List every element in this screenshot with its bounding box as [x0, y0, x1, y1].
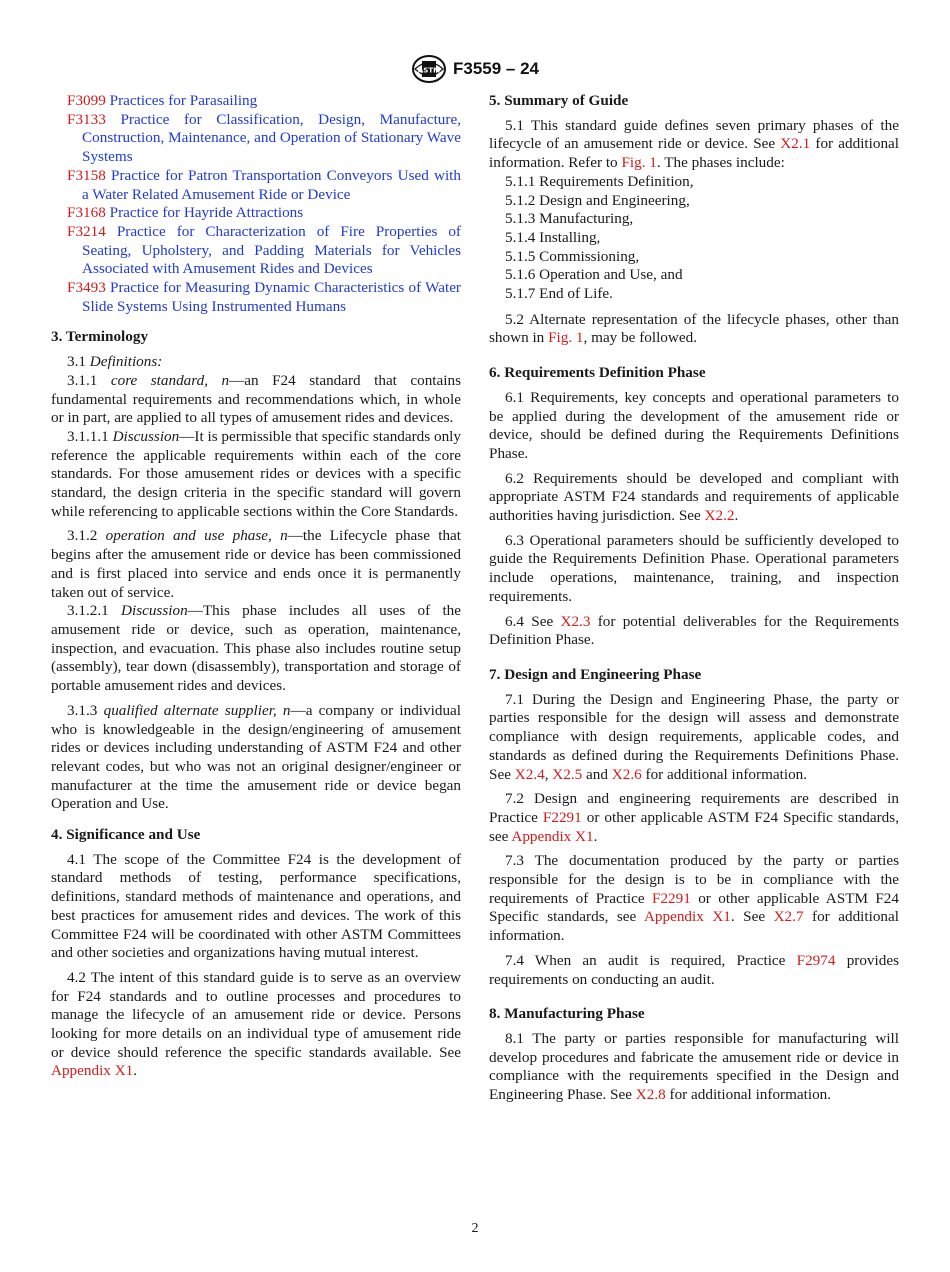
page-header: [0, 53, 950, 85]
paragraph-3-1-2-1: 3.1.2.1 Discussion—This phase includes all uses of the amusement ride or device, such as operation, maintenance, inspection, and evacuation. This phase also includes routine setup (assembly), tear down (disassembly), transportation and storage of portable amusement rides and devices.: [51, 602, 461, 695]
paragraph-6-3: 6.3 Operational parameters should be sufficiently developed to guide the Requirements Definition Phase. Operational parameters include operations, maintenance, training, and inspection requirements.: [489, 531, 899, 605]
paragraph-3-1-3: 3.1.3 qualified alternate supplier, n—a company or individual who is knowledgeable in the design/engineering of amusement rides or devices including understanding of ASTM F24 and other relevant codes, but who was not an original designer/engineer or manufacturer at the time the amusement ride or device began Operation and Use.: [51, 701, 461, 813]
paragraph-7-1: 7.1 During the Design and Engineering Phase, the party or parties responsible for the design will assess and demonstrate compliance with design requirements, applicable codes, and standards as defined during the Requirements Definitions Phase. See X2.4, X2.5 and X2.6 for additional information.: [489, 690, 899, 783]
paragraph-3-1-1: 3.1.1 core standard, n—an F24 standard that contains fundamental requirements and recommendations which, in whole or in part, are applied to all types of amusement rides and devices.: [51, 371, 461, 427]
paragraph-6-1: 6.1 Requirements, key concepts and operational parameters to be applied during the development of the amusement ride or device, should be defined during the Requirements Definitions Phase.: [489, 388, 899, 462]
phase-item: 5.1.3 Manufacturing,: [505, 210, 634, 228]
phase-item: 5.1.7 End of Life.: [505, 285, 613, 303]
phase-item: 5.1.5 Commissioning,: [505, 247, 640, 265]
cross-ref-link[interactable]: X2.6: [611, 765, 642, 783]
section-heading: 7. Design and Engineering Phase: [489, 665, 702, 683]
appendix-link[interactable]: Appendix X1: [51, 1062, 134, 1080]
figure-link[interactable]: Fig. 1: [621, 154, 657, 172]
reference-title[interactable]: Practice for Classification, Design, Manufacture, Construction, Maintenance, and Operation of Stationary Wave Systems: [82, 110, 461, 166]
reference-item: [51, 279, 461, 316]
figure-link[interactable]: Fig. 1: [548, 329, 584, 347]
paragraph-3-1: 3.1 Definitions:: [67, 353, 163, 371]
document-designation: F3559 – 24: [452, 59, 539, 78]
section-heading: 4. Significance and Use: [51, 826, 201, 844]
page-number: 2: [471, 1221, 479, 1236]
astm-logo-icon: [411, 54, 447, 84]
standard-link[interactable]: F2291: [542, 808, 582, 826]
cross-ref-link[interactable]: X2.2: [704, 507, 735, 525]
reference-item: [51, 167, 461, 204]
reference-code[interactable]: F3099: [67, 92, 106, 109]
reference-code[interactable]: F3168: [67, 204, 106, 222]
reference-title[interactable]: Practice for Measuring Dynamic Characteristics of Water Slide Systems Using Instrumented Humans: [82, 279, 461, 315]
reference-code[interactable]: F3133: [67, 110, 106, 128]
paragraph-4-1: 4.1 The scope of the Committee F24 is the development of standard methods of testing, performance specifications, definitions, standard methods of maintenance and operations, and best practices for amusement rides and devices. The work of this Committee F24 will be coordinated with other ASTM Committees and other societies and organizations having mutual interest.: [51, 850, 461, 962]
cross-ref-link[interactable]: X2.7: [773, 908, 804, 926]
paragraph-8-1: 8.1 The party or parties responsible for manufacturing will develop procedures and fabricate the amusement ride or device in compliance with the requirements specified in the Design and Engineering Phase. See X2.8 for additional information.: [489, 1029, 899, 1104]
paragraph-7-2: 7.2 Design and engineering requirements are described in Practice F2291 or other applicable ASTM F24 Specific standards, see Appendix X1.: [489, 790, 899, 845]
phase-item: 5.1.4 Installing,: [505, 228, 601, 246]
section-heading: 6. Requirements Definition Phase: [489, 364, 706, 382]
reference-code[interactable]: F3493: [67, 279, 106, 297]
reference-item: [51, 204, 461, 223]
reference-title[interactable]: Practice for Hayride Attractions: [109, 204, 304, 222]
paragraph-5-2: 5.2 Alternate representation of the lifecycle phases, other than shown in Fig. 1, may be followed.: [489, 310, 899, 347]
cross-ref-link[interactable]: X2.5: [552, 765, 583, 783]
reference-title[interactable]: Practices for Parasailing: [109, 92, 258, 109]
cross-ref-link[interactable]: X2.1: [780, 135, 811, 153]
paragraph-5-1: 5.1 This standard guide defines seven primary phases of the lifecycle of an amusement ride or device. See X2.1 for additional information. Refer to Fig. 1. The phases include:: [489, 116, 900, 172]
appendix-link[interactable]: Appendix X1: [643, 908, 731, 926]
standard-link[interactable]: F2974: [796, 951, 836, 969]
cross-ref-link[interactable]: X2.4: [514, 765, 545, 783]
reference-code[interactable]: F3214: [67, 222, 106, 240]
phase-item: 5.1.1 Requirements Definition,: [505, 172, 694, 190]
reference-item: [51, 111, 461, 167]
paragraph-7-3: 7.3 The documentation produced by the party or parties responsible for the design is to be in compliance with the requirements of Practice F2291 or other applicable ASTM F24 Specific standards, see Appendix X1. See X2.7 for additional information.: [489, 852, 899, 945]
left-column: [51, 92, 461, 1081]
right-column: [489, 92, 899, 1105]
paragraph-3-1-2: 3.1.2 operation and use phase, n—the Lifecycle phase that begins after the amusement ride or device has been commissioned and is first placed into service and ends once it is permanently taken out of service.: [51, 527, 461, 601]
section-heading: 3. Terminology: [51, 328, 149, 346]
cross-ref-link[interactable]: X2.8: [635, 1086, 666, 1104]
section-heading: 5. Summary of Guide: [489, 92, 629, 109]
paragraph-7-4: 7.4 When an audit is required, Practice F2974 provides requirements on conducting an audit.: [489, 951, 899, 988]
phase-item: 5.1.6 Operation and Use, and: [505, 266, 683, 284]
reference-item: [51, 223, 461, 279]
reference-title[interactable]: Practice for Characterization of Fire Properties of Seating, Upholstery, and Padding Materials for Vehicles Associated with Amusement Rides and Devices: [82, 222, 461, 278]
paragraph-4-2: 4.2 The intent of this standard guide is to serve as an overview for F24 standards and to outline processes and procedures to manage the lifecycle of an amusement ride or device. Persons looking for more details on an individual type of amusement ride or device should reference the specific standards available. See Appendix X1.: [51, 968, 461, 1080]
reference-title[interactable]: Practice for Patron Transportation Conveyors Used with a Water Related Amusement Ride or Device: [82, 166, 461, 203]
svg-text:ASTM: ASTM: [417, 66, 441, 75]
cross-ref-link[interactable]: X2.3: [560, 612, 591, 630]
appendix-link[interactable]: Appendix X1: [511, 827, 594, 845]
phase-item: 5.1.2 Design and Engineering,: [505, 191, 690, 209]
paragraph-3-1-1-1: 3.1.1.1 Discussion—It is permissible that specific standards only reference the applicable requirements within each of the core standards. For those amusement rides or devices with a specific standard, the design criteria in the specific standard will govern while referencing to applicable sections within the Core Standards.: [51, 427, 461, 520]
reference-code[interactable]: F3158: [67, 166, 106, 184]
section-heading: 8. Manufacturing Phase: [489, 1005, 645, 1023]
paragraph-6-4: 6.4 See X2.3 for potential deliverables for the Requirements Definition Phase.: [489, 612, 899, 649]
standard-link[interactable]: F2291: [652, 889, 691, 907]
reference-list: [51, 92, 461, 316]
paragraph-6-2: 6.2 Requirements should be developed and compliant with appropriate ASTM F24 standards and requirements of applicable authorities having jurisdiction. See X2.2.: [489, 469, 899, 525]
reference-item: [51, 92, 461, 111]
